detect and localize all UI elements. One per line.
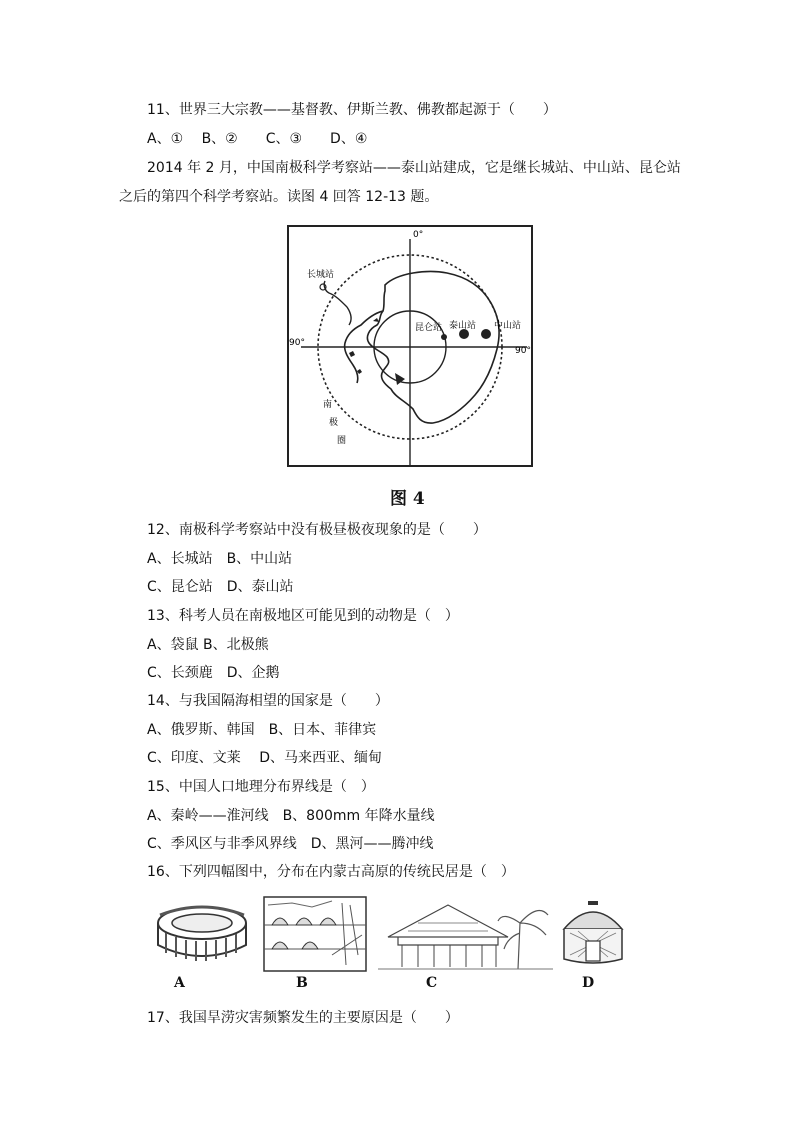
label-90-left: 90° (289, 338, 305, 348)
q15-options-ab: A、秦岭——淮河线 B、800mm 年降水量线 (147, 808, 435, 824)
circle-label-char-2: 极 (329, 418, 339, 428)
dwelling-label-d: D (582, 975, 595, 991)
label-0-deg: 0° (413, 230, 424, 240)
q17-question: 17、我国旱涝灾害频繁发生的主要原因是（ ） (147, 1010, 459, 1026)
q15-question: 15、中国人口地理分布界线是（ ） (147, 779, 375, 795)
q15-options-cd: C、季风区与非季风界线 D、黑河——腾冲线 (147, 836, 434, 852)
q13-question: 13、科考人员在南极地区可能见到的动物是（ ） (147, 608, 459, 624)
dwelling-label-b: B (296, 975, 308, 991)
station-label-taishan: 泰山站 (449, 321, 477, 331)
dwelling-b-cave (262, 895, 368, 973)
q14-options-cd: C、印度、文莱 D、马来西亚、缅甸 (147, 750, 383, 766)
q14-question: 14、与我国隔海相望的国家是（ ） (147, 693, 389, 709)
station-label-zhongshan: 中山站 (494, 321, 522, 331)
antarctica-map (287, 225, 533, 467)
dwelling-label-c: C (426, 975, 438, 991)
q11-options: A、① B、② C、③ D、④ (147, 131, 368, 147)
station-label-changcheng: 长城站 (307, 270, 335, 280)
label-90-right: 90° (515, 346, 531, 356)
kunlun-station-marker (441, 334, 447, 340)
q12-options-cd: C、昆仑站 D、泰山站 (147, 579, 294, 595)
q14-options-ab: A、俄罗斯、韩国 B、日本、菲律宾 (147, 722, 377, 738)
q12-question: 12、南极科学考察站中没有极昼极夜现象的是（ ） (147, 522, 487, 538)
intro-line-2: 之后的第四个科学考察站。读图 4 回答 12-13 题。 (119, 189, 439, 205)
dwelling-d-yurt (558, 895, 628, 971)
dwelling-a-tulou (152, 893, 252, 973)
figure-4-caption: 图 4 (390, 489, 425, 509)
zhongshan-station-marker (481, 329, 491, 339)
dwelling-label-a: A (174, 975, 185, 991)
circle-label-char-1: 南 (323, 400, 333, 410)
q13-options-cd: C、长颈鹿 D、企鹅 (147, 665, 280, 681)
q12-options-ab: A、长城站 B、中山站 (147, 551, 293, 567)
intro-line-1: 2014 年 2 月，中国南极科学考察站——泰山站建成，它是继长城站、中山站、昆仑站 (147, 160, 681, 176)
station-label-kunlun: 昆仑站 (415, 323, 443, 333)
circle-label-char-3: 圈 (337, 436, 347, 446)
q11-question: 11、世界三大宗教——基督教、伊斯兰教、佛教都起源于（ ） (147, 102, 557, 118)
q13-options-ab: A、袋鼠 B、北极熊 (147, 637, 269, 653)
q16-question: 16、下列四幅图中，分布在内蒙古高原的传统民居是（ ） (147, 864, 515, 880)
dwelling-c-stilt-house (378, 893, 553, 975)
